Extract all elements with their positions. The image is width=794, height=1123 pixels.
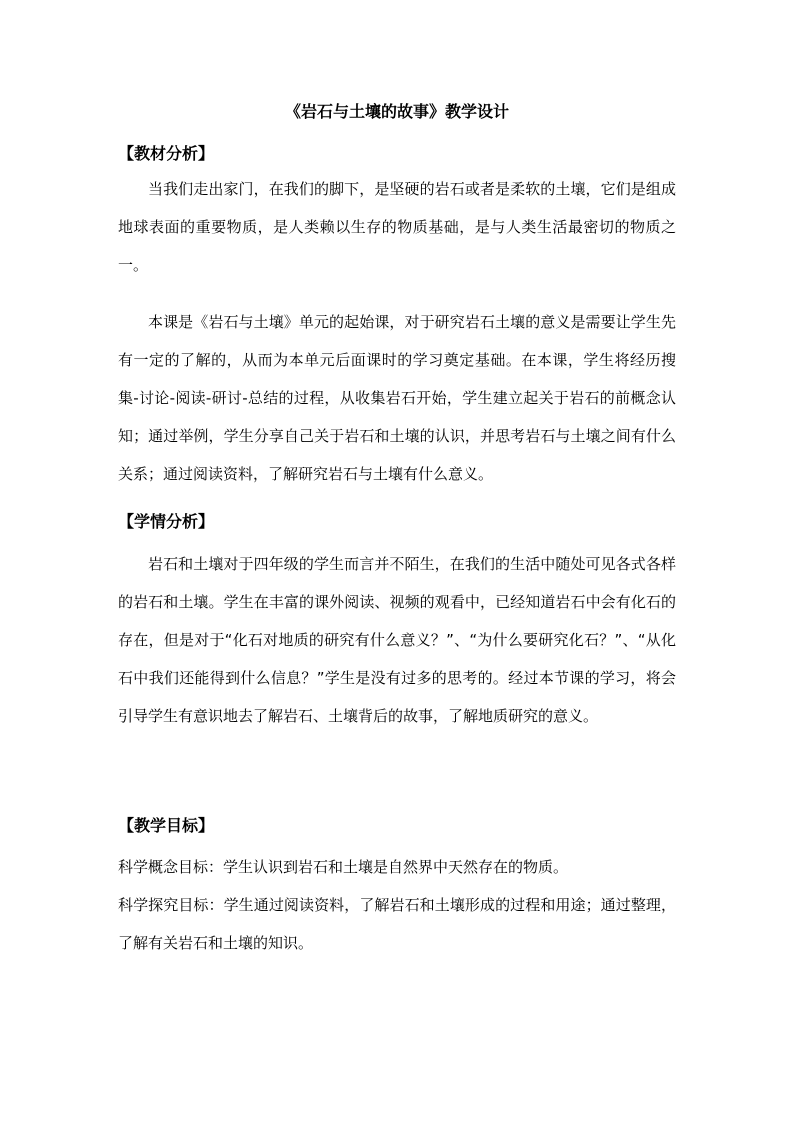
- section-heading-teaching-goals: 【教学目标】: [118, 816, 215, 835]
- document-title: 《岩石与土壤的故事》教学设计: [284, 102, 509, 121]
- paragraph-goal-inquiry: 科学探究目标：学生通过阅读资料，了解岩石和土壤形成的过程和用途；通过整理，了解有关岩石和土壤的知识。: [118, 896, 676, 952]
- paragraph-materials-2: 本课是《岩石与土壤》单元的起始课，对于研究岩石土壤的意义是需要让学生先有一定的了解的，从而为本单元后面课时的学习奠定基础。在本课，学生将经历搜集-讨论-阅读-研讨-总结的过程，从收集岩石开始，学生建立起关于岩石的前概念认知；通过举例，学生分享自己关于岩石和土壤的认识，并思考岩石与土壤之间有什么关系；通过阅读资料，了解研究岩石与土壤有什么意义。: [118, 313, 676, 483]
- paragraph-learners-1: 岩石和土壤对于四年级的学生而言并不陌生，在我们的生活中随处可见各式各样的岩石和土壤。学生在丰富的课外阅读、视频的观看中，已经知道岩石中会有化石的存在，但是对于“化石对地质的研究有什么意义？”、“为什么要研究化石？”、“从化石中我们还能得到什么信息？”学生是没有过多的思考的。经过本节课的学习，将会引导学生有意识地去了解岩石、土壤背后的故事，了解地质研究的意义。: [118, 555, 676, 725]
- paragraph-goal-concept: 科学概念目标：学生认识到岩石和土壤是自然界中天然存在的物质。: [118, 858, 569, 876]
- section-heading-learner-analysis: 【学情分析】: [118, 512, 215, 531]
- section-heading-materials-analysis: 【教材分析】: [118, 144, 215, 163]
- paragraph-materials-1: 当我们走出家门，在我们的脚下，是坚硬的岩石或者是柔软的土壤，它们是组成地球表面的重要物质，是人类赖以生存的物质基础，是与人类生活最密切的物质之一。: [118, 180, 676, 274]
